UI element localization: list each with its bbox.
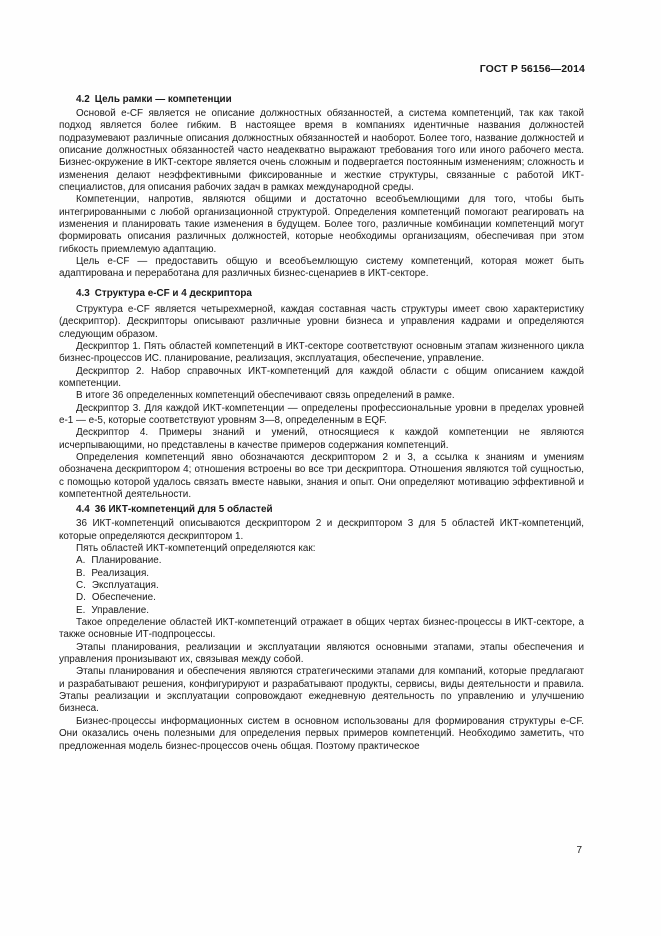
section-heading-4-2: [59, 93, 584, 106]
list-item-letter: D.: [76, 592, 86, 604]
paragraph: Цель e-CF — предоставить общую и всеобъемлющую систему компетенций, которая может быть адаптирована и переработана для различных бизнес-сценариев в ИКТ-секторе.: [59, 256, 584, 280]
list-item-text: Обеспечение.: [91, 592, 156, 604]
paragraph: Такое определение областей ИКТ-компетенций отражает в общих чертах бизнес-процессы в ИКТ-секторе, а также основные ИТ-подпроцессы.: [59, 617, 584, 641]
list-item: [59, 592, 584, 604]
section-title: Цель рамки — компетенции: [94, 94, 232, 105]
paragraph: Дескриптор 2. Набор справочных ИКТ-компетенций для каждой области с общим описанием каждой компетенции.: [59, 365, 584, 389]
section-number: 4.2: [76, 94, 90, 105]
paragraph: В итоге 36 определенных компетенций обеспечивают связь определений в рамке.: [76, 390, 455, 402]
list-item-text: Управление.: [91, 604, 149, 616]
section-heading-4-4: [59, 503, 584, 516]
paragraph: Основой e-CF является не описание должностных обязанностей, а система компетенций, так как такой подход является более гибким. В настоящее время в компаниях идентичные названия должностей подразумевают различные описания должностных обязанностей и наоборот. Более того, название должностей и описание должностных обязанностей часто неадекватно выражают требования того или иного рабочего места. Бизнес-окружение в ИКТ-секторе является очень сложным и подвергается постоянным изменениям; сложность и изменения делают неэффективными фиксированные и жесткие структуры, связанные с работой ИКТ-специалистов, для описания рабочих задач в рамках международной среды.: [59, 108, 584, 194]
page-number: 7: [576, 845, 582, 856]
section-title: Структура e-CF и 4 дескриптора: [94, 287, 252, 299]
list-item-letter: C.: [76, 580, 86, 592]
list-item: [59, 605, 584, 617]
section-title: 36 ИКТ-компетенций для 5 областей: [94, 504, 273, 516]
paragraph: 36 ИКТ-компетенций описываются дескриптором 2 и дескриптором 3 для 5 областей ИКТ-компетенций, которые определяются дескриптором 1.: [59, 518, 584, 542]
paragraph: Дескриптор 3. Для каждой ИКТ-компетенции — определены профессиональные уровни в пределах уровней e-1 — e-5, которые соответствуют уровням 3—8, определенным в EQF.: [59, 402, 584, 426]
list-item: [59, 568, 584, 580]
list-item-letter: A.: [76, 555, 86, 567]
list-item: [59, 580, 584, 592]
paragraph: Этапы планирования и обеспечения являются стратегическими этапами для компаний, которые предлагают и разрабатывают решения, конфигурируют и разрабатывают продукты, сервисы, виды деятельности и правила. Этапы реализации и эксплуатации сопровождают ежедневную деятельность по управлению и улучшению бизнеса.: [59, 666, 584, 715]
list-item-text: Планирование.: [91, 555, 162, 567]
list-item-letter: E.: [76, 604, 86, 616]
paragraph: Структура e-CF является четырехмерной, каждая составная часть структуры имеет свою характеристику (дескриптор). Дескрипторы описывают различные уровни бизнеса и управления кадрами и определяются следующим образом.: [59, 303, 584, 340]
section-heading-4-3: [59, 287, 584, 300]
list-item-text: Эксплуатация.: [91, 580, 159, 592]
paragraph: Пять областей ИКТ-компетенций определяются как:: [76, 543, 316, 554]
list-item-text: Реализация.: [91, 567, 150, 579]
paragraph: Бизнес-процессы информационных систем в основном использованы для формирования структуры e-CF. Они оказались очень полезными для определения первых примеров компетенций. Необходимо заметить, что предложенная модель бизнес-процессов очень общая. Поэтому практическое: [59, 715, 584, 752]
paragraph: Определения компетенций явно обозначаются дескриптором 2 и 3, а ссылка к знаниям и умениям обозначена дескриптором 4; отношения встроены во все три дескриптора. Отношения являются той сущностью, с помощью которой удалось связать вместе навыки, знания и опыт. Они определяют мотивацию эффективной и компетентной деятельности.: [59, 451, 584, 500]
section-number: 4.4: [76, 504, 90, 516]
paragraph: Компетенции, напротив, являются общими и достаточно всеобъемлющими для того, чтобы быть интегрированными с любой организационной структурой. Определения компетенций помогают реагировать на изменения и планировать такие изменения в будущем. Более того, различные комбинации компетенций могут формировать описания различных должностей, которые необходимы организациям, обеспечивая при этом гибкость приемлемую адаптацию.: [59, 194, 584, 255]
paragraph: Дескриптор 1. Пять областей компетенций в ИКТ-секторе соответствуют основным этапам жизненного цикла бизнес-процессов ИС. планирование, реализация, эксплуатация, обеспечение, управление.: [59, 340, 584, 365]
list-item-letter: B.: [76, 567, 86, 579]
list-item: [59, 555, 584, 567]
paragraph: Этапы планирования, реализации и эксплуатации являются основными этапами, этапы обеспечения и управления пронизывают их, связывая между собой.: [59, 641, 584, 666]
paragraph: Дескриптор 4. Примеры знаний и умений, относящиеся к каждой компетенции не являются исчерпывающими, но представлены в качестве примеров содержания компетенций.: [59, 427, 584, 451]
document-code: ГОСТ Р 56156—2014: [479, 63, 585, 75]
section-number: 4.3: [76, 287, 90, 299]
competence-areas-list: [59, 555, 584, 617]
page-body: [59, 91, 584, 753]
